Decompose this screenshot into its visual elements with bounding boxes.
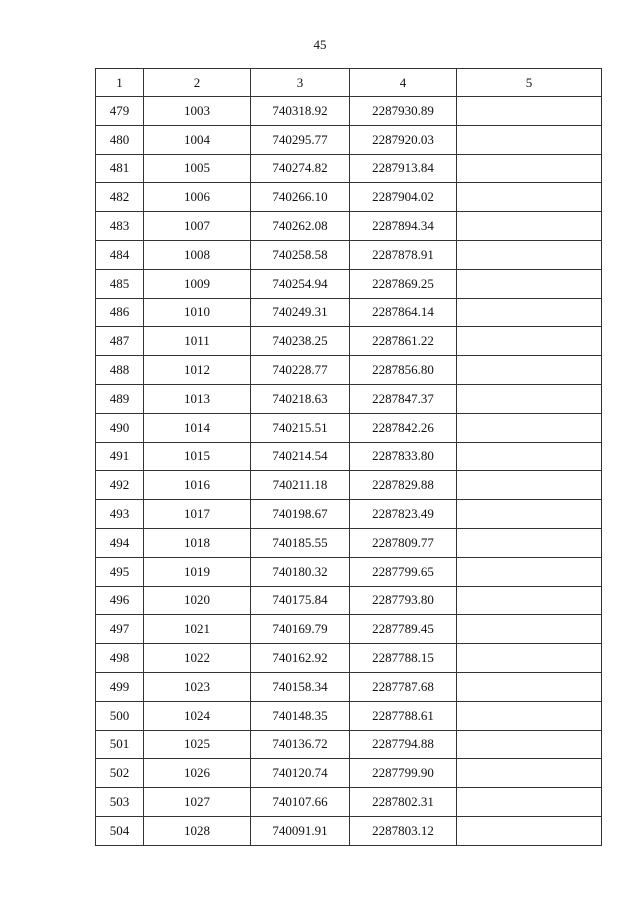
point-id-cell: 1015 [144, 442, 251, 471]
note-cell [457, 730, 602, 759]
table-row [96, 183, 602, 212]
point-id-cell: 1009 [144, 269, 251, 298]
table-row [96, 471, 602, 500]
point-id-cell: 1007 [144, 212, 251, 241]
point-number-cell: 499 [96, 672, 144, 701]
x-coordinate-cell: 740162.92 [251, 644, 350, 673]
note-cell [457, 97, 602, 126]
y-coordinate-cell: 2287864.14 [350, 298, 457, 327]
point-number-cell: 492 [96, 471, 144, 500]
x-coordinate-cell: 740158.34 [251, 672, 350, 701]
note-cell [457, 644, 602, 673]
x-coordinate-cell: 740169.79 [251, 615, 350, 644]
point-number-cell: 486 [96, 298, 144, 327]
table-header-row [96, 69, 602, 97]
x-coordinate-cell: 740262.08 [251, 212, 350, 241]
table-row [96, 644, 602, 673]
table-row [96, 788, 602, 817]
point-number-cell: 484 [96, 240, 144, 269]
point-number-cell: 480 [96, 125, 144, 154]
x-coordinate-cell: 740091.91 [251, 816, 350, 845]
table-row [96, 759, 602, 788]
x-coordinate-cell: 740228.77 [251, 356, 350, 385]
x-coordinate-cell: 740148.35 [251, 701, 350, 730]
point-number-cell: 494 [96, 528, 144, 557]
x-coordinate-cell: 740175.84 [251, 586, 350, 615]
note-cell [457, 788, 602, 817]
table-row [96, 240, 602, 269]
point-number-cell: 496 [96, 586, 144, 615]
note-cell [457, 269, 602, 298]
point-number-cell: 497 [96, 615, 144, 644]
y-coordinate-cell: 2287802.31 [350, 788, 457, 817]
note-cell [457, 154, 602, 183]
point-number-cell: 485 [96, 269, 144, 298]
point-id-cell: 1006 [144, 183, 251, 212]
y-coordinate-cell: 2287861.22 [350, 327, 457, 356]
x-coordinate-cell: 740136.72 [251, 730, 350, 759]
x-coordinate-cell: 740214.54 [251, 442, 350, 471]
y-coordinate-cell: 2287856.80 [350, 356, 457, 385]
note-cell [457, 183, 602, 212]
y-coordinate-cell: 2287920.03 [350, 125, 457, 154]
point-number-cell: 487 [96, 327, 144, 356]
point-number-cell: 489 [96, 384, 144, 413]
y-coordinate-cell: 2287829.88 [350, 471, 457, 500]
table-row [96, 154, 602, 183]
y-coordinate-cell: 2287878.91 [350, 240, 457, 269]
y-coordinate-cell: 2287788.61 [350, 701, 457, 730]
note-cell [457, 240, 602, 269]
point-number-cell: 491 [96, 442, 144, 471]
column-header: 2 [144, 69, 251, 97]
point-id-cell: 1020 [144, 586, 251, 615]
note-cell [457, 615, 602, 644]
note-cell [457, 125, 602, 154]
y-coordinate-cell: 2287793.80 [350, 586, 457, 615]
point-id-cell: 1028 [144, 816, 251, 845]
point-number-cell: 483 [96, 212, 144, 241]
point-id-cell: 1017 [144, 500, 251, 529]
note-cell [457, 528, 602, 557]
point-number-cell: 481 [96, 154, 144, 183]
y-coordinate-cell: 2287789.45 [350, 615, 457, 644]
point-id-cell: 1018 [144, 528, 251, 557]
table-row [96, 557, 602, 586]
point-id-cell: 1021 [144, 615, 251, 644]
point-id-cell: 1024 [144, 701, 251, 730]
point-id-cell: 1010 [144, 298, 251, 327]
note-cell [457, 500, 602, 529]
table-row [96, 500, 602, 529]
point-id-cell: 1027 [144, 788, 251, 817]
note-cell [457, 557, 602, 586]
point-id-cell: 1022 [144, 644, 251, 673]
point-id-cell: 1025 [144, 730, 251, 759]
y-coordinate-cell: 2287894.34 [350, 212, 457, 241]
y-coordinate-cell: 2287799.65 [350, 557, 457, 586]
table-row [96, 413, 602, 442]
x-coordinate-cell: 740215.51 [251, 413, 350, 442]
point-number-cell: 500 [96, 701, 144, 730]
y-coordinate-cell: 2287904.02 [350, 183, 457, 212]
point-id-cell: 1008 [144, 240, 251, 269]
note-cell [457, 298, 602, 327]
point-number-cell: 504 [96, 816, 144, 845]
note-cell [457, 356, 602, 385]
table-row [96, 356, 602, 385]
table-row [96, 672, 602, 701]
x-coordinate-cell: 740185.55 [251, 528, 350, 557]
point-number-cell: 501 [96, 730, 144, 759]
point-id-cell: 1005 [144, 154, 251, 183]
point-id-cell: 1011 [144, 327, 251, 356]
x-coordinate-cell: 740258.58 [251, 240, 350, 269]
table-row [96, 327, 602, 356]
y-coordinate-cell: 2287787.68 [350, 672, 457, 701]
note-cell [457, 816, 602, 845]
point-id-cell: 1023 [144, 672, 251, 701]
x-coordinate-cell: 740238.25 [251, 327, 350, 356]
x-coordinate-cell: 740180.32 [251, 557, 350, 586]
note-cell [457, 471, 602, 500]
y-coordinate-cell: 2287799.90 [350, 759, 457, 788]
x-coordinate-cell: 740266.10 [251, 183, 350, 212]
x-coordinate-cell: 740120.74 [251, 759, 350, 788]
table-row [96, 730, 602, 759]
point-number-cell: 502 [96, 759, 144, 788]
x-coordinate-cell: 740107.66 [251, 788, 350, 817]
x-coordinate-cell: 740198.67 [251, 500, 350, 529]
y-coordinate-cell: 2287869.25 [350, 269, 457, 298]
point-id-cell: 1014 [144, 413, 251, 442]
point-number-cell: 493 [96, 500, 144, 529]
point-id-cell: 1016 [144, 471, 251, 500]
page-number: 45 [313, 37, 327, 52]
table-row [96, 528, 602, 557]
point-number-cell: 498 [96, 644, 144, 673]
x-coordinate-cell: 740318.92 [251, 97, 350, 126]
table-row [96, 384, 602, 413]
x-coordinate-cell: 740274.82 [251, 154, 350, 183]
note-cell [457, 384, 602, 413]
x-coordinate-cell: 740254.94 [251, 269, 350, 298]
y-coordinate-cell: 2287833.80 [350, 442, 457, 471]
note-cell [457, 672, 602, 701]
point-number-cell: 482 [96, 183, 144, 212]
x-coordinate-cell: 740249.31 [251, 298, 350, 327]
point-number-cell: 503 [96, 788, 144, 817]
x-coordinate-cell: 740211.18 [251, 471, 350, 500]
point-id-cell: 1013 [144, 384, 251, 413]
table-row [96, 269, 602, 298]
x-coordinate-cell: 740218.63 [251, 384, 350, 413]
column-header: 4 [350, 69, 457, 97]
point-id-cell: 1003 [144, 97, 251, 126]
y-coordinate-cell: 2287913.84 [350, 154, 457, 183]
y-coordinate-cell: 2287842.26 [350, 413, 457, 442]
x-coordinate-cell: 740295.77 [251, 125, 350, 154]
point-id-cell: 1026 [144, 759, 251, 788]
y-coordinate-cell: 2287794.88 [350, 730, 457, 759]
y-coordinate-cell: 2287930.89 [350, 97, 457, 126]
table-row [96, 97, 602, 126]
table-row [96, 442, 602, 471]
point-number-cell: 495 [96, 557, 144, 586]
column-header: 1 [96, 69, 144, 97]
note-cell [457, 442, 602, 471]
point-number-cell: 488 [96, 356, 144, 385]
note-cell [457, 413, 602, 442]
table-row [96, 212, 602, 241]
y-coordinate-cell: 2287788.15 [350, 644, 457, 673]
column-header: 5 [457, 69, 602, 97]
y-coordinate-cell: 2287847.37 [350, 384, 457, 413]
table-row [96, 586, 602, 615]
y-coordinate-cell: 2287823.49 [350, 500, 457, 529]
point-id-cell: 1019 [144, 557, 251, 586]
y-coordinate-cell: 2287803.12 [350, 816, 457, 845]
point-id-cell: 1012 [144, 356, 251, 385]
table-row [96, 298, 602, 327]
table-row [96, 125, 602, 154]
point-id-cell: 1004 [144, 125, 251, 154]
note-cell [457, 701, 602, 730]
note-cell [457, 586, 602, 615]
y-coordinate-cell: 2287809.77 [350, 528, 457, 557]
note-cell [457, 212, 602, 241]
column-header: 3 [251, 69, 350, 97]
note-cell [457, 759, 602, 788]
point-number-cell: 479 [96, 97, 144, 126]
table-row [96, 701, 602, 730]
coordinates-table [95, 68, 602, 846]
table-body [96, 69, 602, 846]
table-row [96, 816, 602, 845]
table-row [96, 615, 602, 644]
note-cell [457, 327, 602, 356]
point-number-cell: 490 [96, 413, 144, 442]
